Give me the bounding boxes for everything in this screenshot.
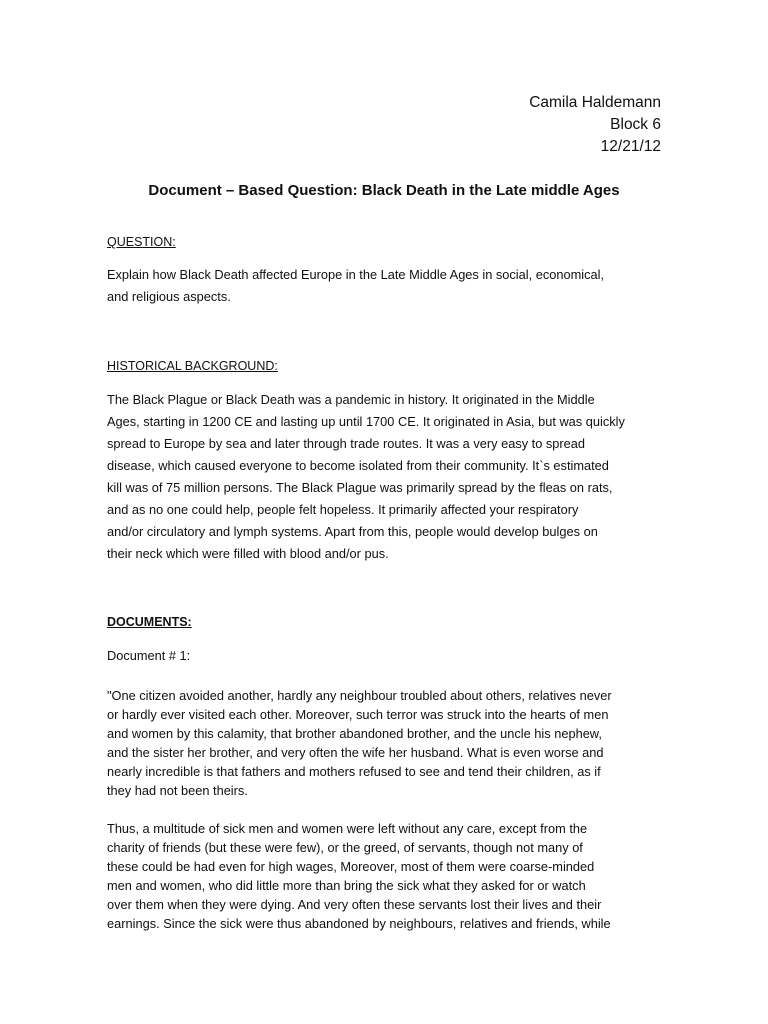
document-1-paragraph-2 xyxy=(107,819,667,933)
background-text xyxy=(107,389,667,565)
document-line: nearly incredible is that fathers and mothers refused to see and tend their children, as if xyxy=(107,764,601,779)
author-header xyxy=(529,92,661,158)
question-text xyxy=(107,264,667,308)
document-date: 12/21/12 xyxy=(600,138,661,155)
document-line: Thus, a multitude of sick men and women were left without any care, except from the xyxy=(107,821,588,836)
class-block: Block 6 xyxy=(610,116,661,133)
question-line: and religious aspects. xyxy=(107,289,231,304)
document-1-paragraph-1 xyxy=(107,686,667,800)
document-line: "One citizen avoided another, hardly any neighbour troubled about others, relatives never xyxy=(107,688,612,703)
document-line: they had not been theirs. xyxy=(107,783,248,798)
document-line: and the sister her brother, and very often the wife her husband. What is even worse and xyxy=(107,745,604,760)
background-line: their neck which were filled with blood and/or pus. xyxy=(107,546,389,561)
document-title: Document – Based Question: Black Death in the Late middle Ages xyxy=(148,182,620,199)
documents-heading: DOCUMENTS: xyxy=(107,615,192,629)
document-line: and women by this calamity, that brother abandoned brother, and the uncle his nephew, xyxy=(107,726,602,741)
document-line: or hardly ever visited each other. Moreover, such terror was struck into the hearts of men xyxy=(107,707,609,722)
background-line: and as no one could help, people felt hopeless. It primarily affected your respiratory xyxy=(107,502,579,517)
question-line: Explain how Black Death affected Europe in the Late Middle Ages in social, economical, xyxy=(107,267,605,282)
document-line: charity of friends (but these were few), or the greed, of servants, though not many of xyxy=(107,840,583,855)
background-line: disease, which caused everyone to become isolated from their community. It`s estimated xyxy=(107,458,609,473)
document-1-label: Document # 1: xyxy=(107,648,191,663)
background-heading: HISTORICAL BACKGROUND: xyxy=(107,359,278,373)
background-line: spread to Europe by sea and later through trade routes. It was a very easy to spread xyxy=(107,436,586,451)
question-heading: QUESTION: xyxy=(107,235,176,249)
document-line: men and women, who did little more than bring the sick what they asked for or watch xyxy=(107,878,586,893)
document-line: over them when they were dying. And very often these servants lost their lives and their xyxy=(107,897,602,912)
author-name: Camila Haldemann xyxy=(529,94,661,111)
document-line: these could be had even for high wages, Moreover, most of them were coarse-minded xyxy=(107,859,595,874)
background-line: Ages, starting in 1200 CE and lasting up until 1700 CE. It originated in Asia, but was quickly xyxy=(107,414,625,429)
background-line: The Black Plague or Black Death was a pandemic in history. It originated in the Middle xyxy=(107,392,595,407)
document-line: earnings. Since the sick were thus abandoned by neighbours, relatives and friends, while xyxy=(107,916,611,931)
background-line: and/or circulatory and lymph systems. Apart from this, people would develop bulges on xyxy=(107,524,598,539)
background-line: kill was of 75 million persons. The Black Plague was primarily spread by the fleas on rats, xyxy=(107,480,613,495)
